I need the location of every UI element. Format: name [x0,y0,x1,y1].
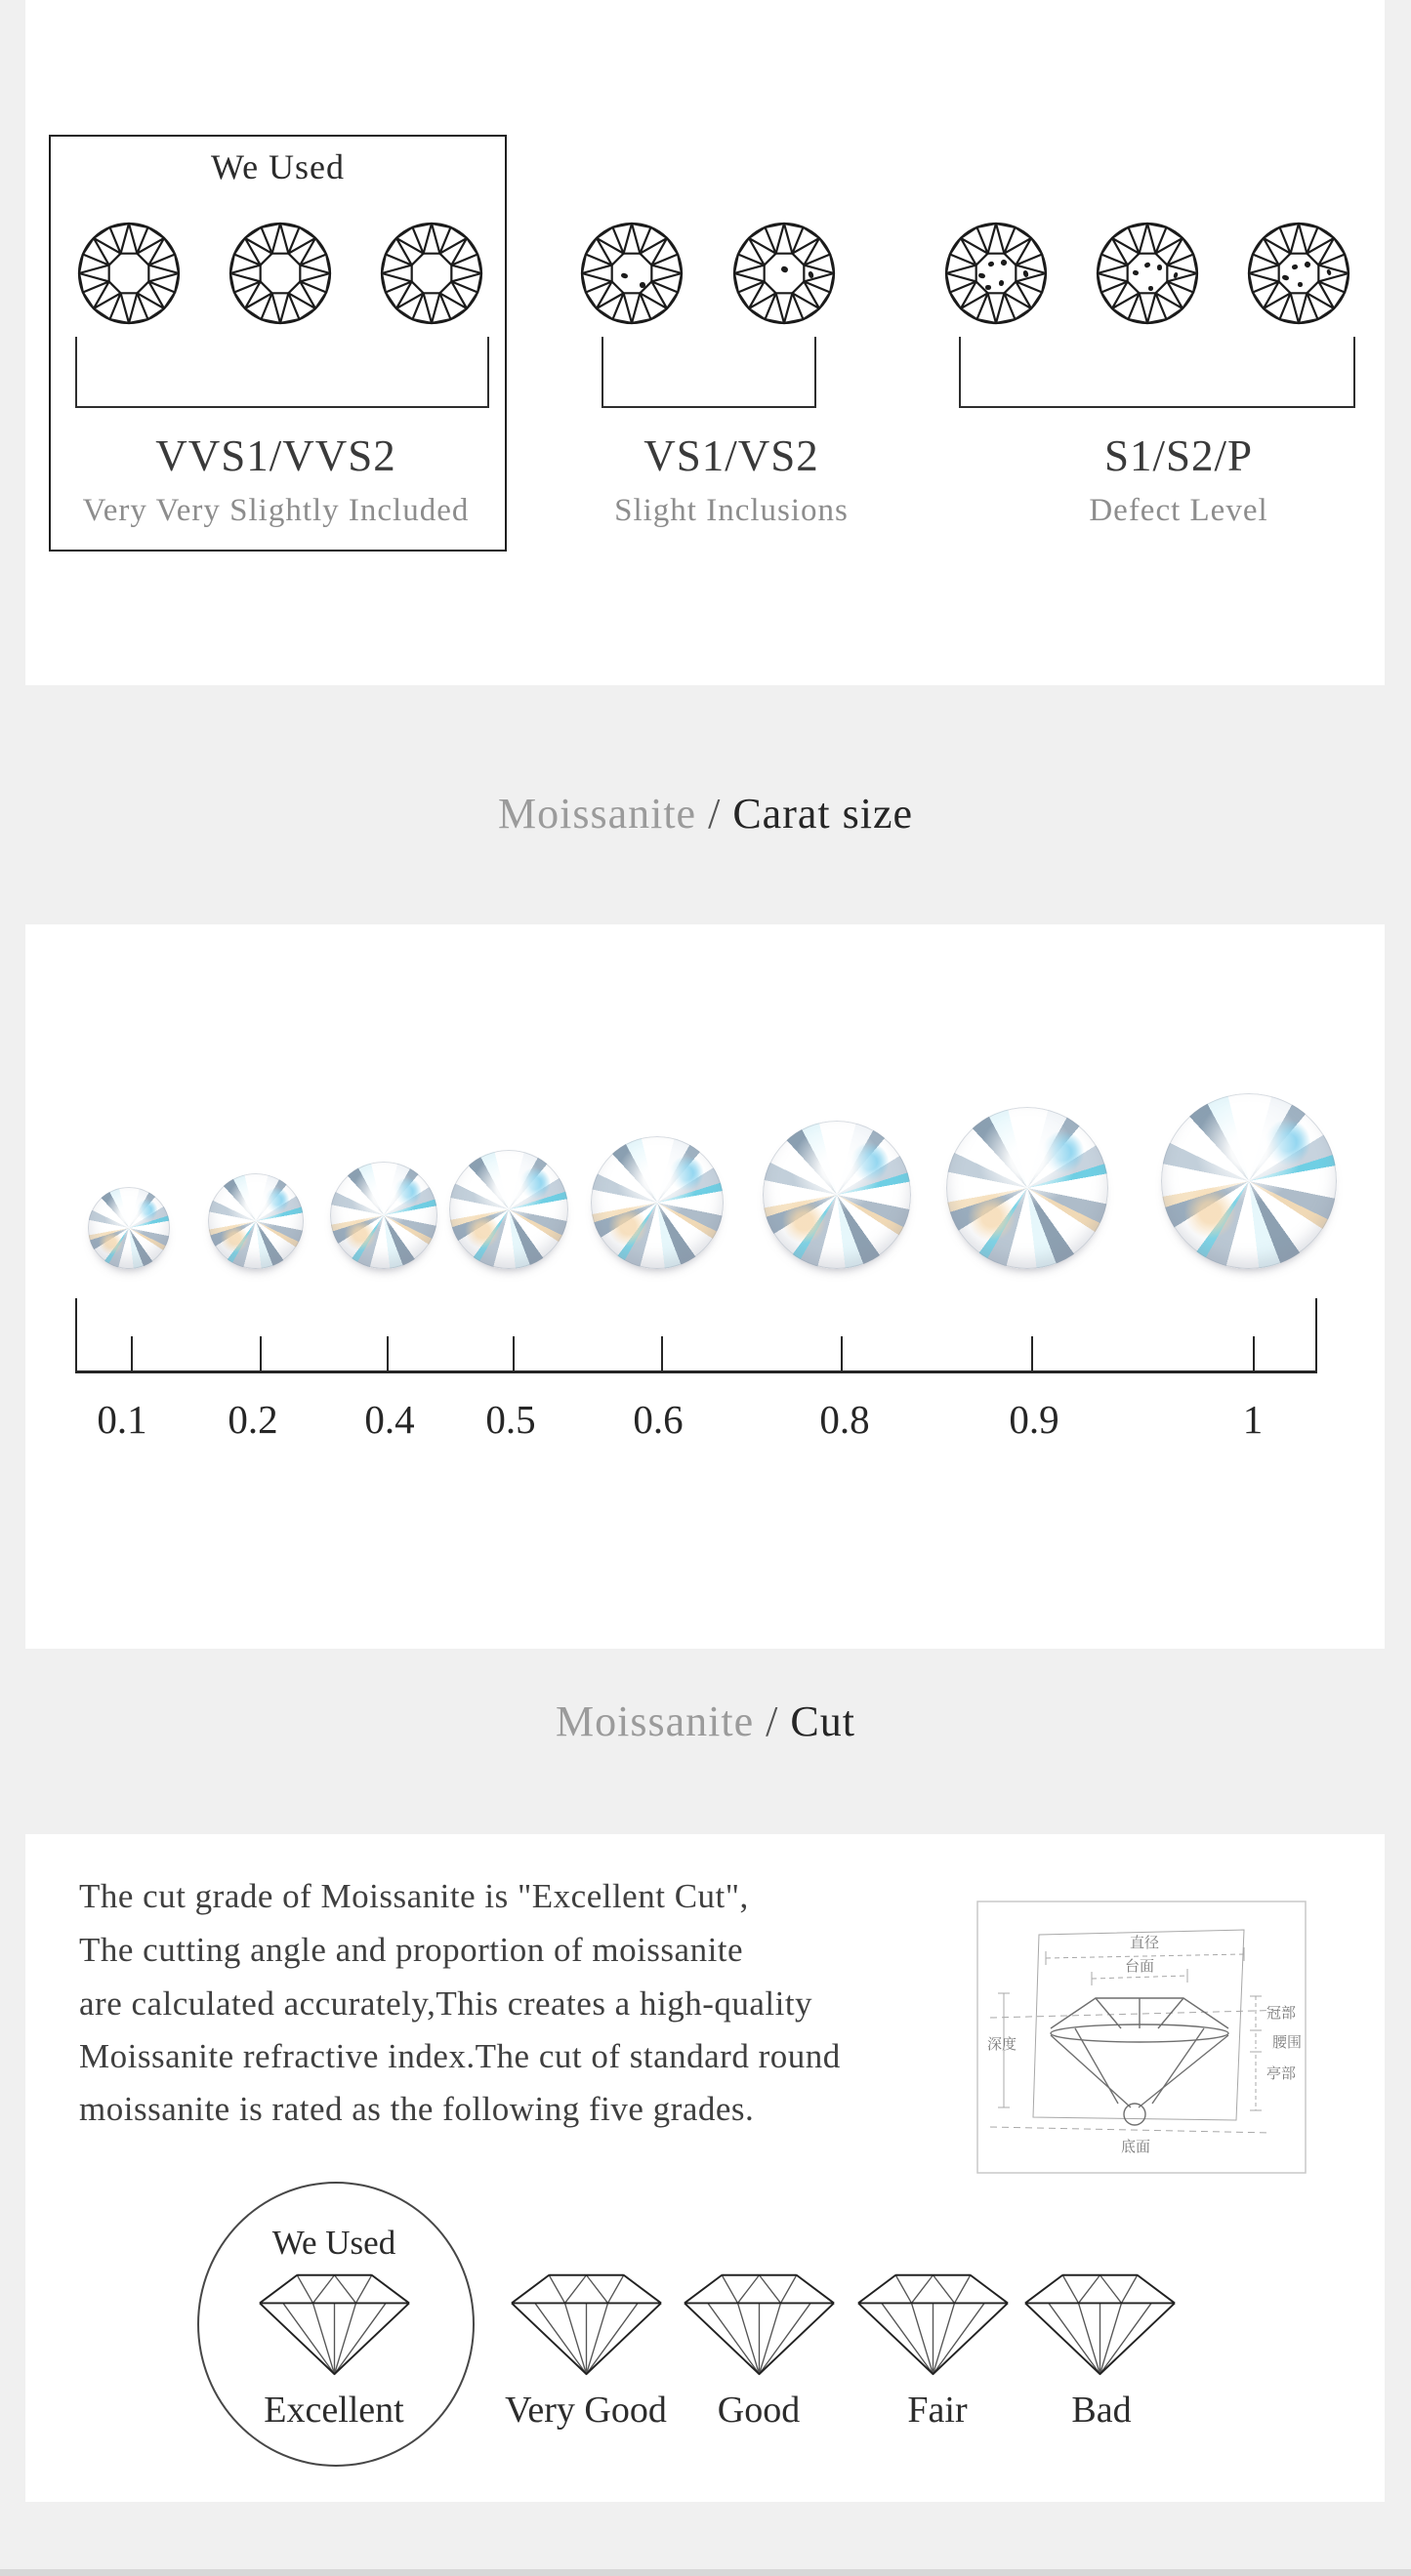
cut-section-heading [0,1697,1411,1746]
diamond-sideview-icon [680,2269,839,2377]
grade-title: VVS1/VVS2 [155,431,396,480]
carat-value-label: 0.4 [364,1397,415,1442]
carat-value-label: 0.2 [228,1397,278,1442]
group-bracket [959,337,1355,408]
moissanite-gem-photo [591,1136,724,1269]
carat-scale-tick [1253,1336,1255,1370]
diagram-label-depth: 深度 [986,2036,1017,2053]
diamond-topview-icon [1247,222,1350,325]
moissanite-gem-photo [1161,1093,1337,1269]
carat-value-label: 0.1 [97,1397,147,1442]
diagram-label-pavilion: 亭部 [1266,2065,1297,2082]
heading-separator: / [708,790,722,838]
carat-scale-tick [513,1336,515,1370]
we-used-label: We Used [210,147,346,186]
moissanite-gem-photo [946,1107,1108,1269]
moissanite-gem-photo [449,1150,568,1269]
moissanite-gem-photo [330,1162,437,1269]
heading-product-name: Moissanite [556,1697,755,1745]
inclusion-spot [985,285,991,290]
diagram-label-table: 台面 [1124,1958,1155,1975]
heading-product-name: Moissanite [497,790,697,838]
diamond-topview-icon [1096,222,1199,325]
page-bottom-divider [0,2569,1411,2576]
cut-paragraph-line: moissanite is rated as the following five grades. [79,2090,755,2128]
carat-scale-tick [661,1336,663,1370]
cut-grade-label: Fair [907,2390,968,2431]
diamond-sideview-icon [255,2269,414,2377]
carat-value-label: 1 [1242,1397,1264,1442]
carat-value-label: 0.9 [1009,1397,1059,1442]
group-bracket [602,337,816,408]
carat-scale-tick [387,1336,389,1370]
cut-grade-label: Excellent [264,2390,404,2431]
carat-panel [25,924,1385,1649]
clarity-panel [25,0,1385,685]
diamond-topview-icon [732,222,836,325]
we-used-label: We Used [271,2224,396,2262]
diamond-topview-icon [380,222,483,325]
carat-scale-end-mark [75,1298,77,1370]
cut-panel [25,1834,1385,2502]
grade-title: S1/S2/P [1103,431,1254,480]
carat-value-label: 0.8 [819,1397,870,1442]
diagram-label-girdle: 腰围 [1271,2034,1303,2051]
moissanite-gem-photo [88,1187,170,1269]
diamond-topview-icon [77,222,181,325]
heading-separator: / [766,1697,779,1745]
inclusion-spot [1157,265,1162,270]
carat-scale-end-mark [1315,1298,1317,1370]
carat-section-heading [0,789,1411,838]
grade-description: Very Very Slightly Included [82,493,470,528]
clarity-grade-block [569,431,893,528]
cut-paragraph-line: Moissanite refractive index.The cut of standard round [79,2037,841,2075]
diamond-topview-icon [944,222,1048,325]
cut-paragraph-line: are calculated accurately,This creates a high-quality [79,1984,813,2023]
diamond-topview-icon [228,222,332,325]
grade-title: VS1/VS2 [643,431,819,480]
group-bracket [75,337,489,408]
grade-description: Defect Level [1089,493,1268,528]
moissanite-gem-photo [763,1121,911,1269]
moissanite-gem-photo [208,1173,304,1269]
cut-proportion-diagram [976,1901,1307,2174]
heading-topic: Cut [790,1697,855,1745]
diamond-sideview-icon [853,2269,1013,2377]
cut-grade-label: Bad [1071,2390,1132,2431]
cut-paragraph-line: The cutting angle and proportion of moissanite [79,1931,744,1969]
heading-topic: Carat size [732,790,914,838]
cut-grade-label: Good [717,2390,801,2431]
diamond-sideview-icon [1020,2269,1180,2377]
carat-value-label: 0.6 [633,1397,684,1442]
diagram-label-crown: 冠部 [1266,2005,1297,2022]
grade-description: Slight Inclusions [614,493,849,528]
cut-grade-label: Very Good [505,2390,667,2431]
carat-value-label: 0.5 [485,1397,536,1442]
diamond-topview-icon [580,222,684,325]
carat-scale-tick [1031,1336,1033,1370]
clarity-grade-block [49,431,503,528]
diagram-label-diameter: 直径 [1129,1935,1160,1951]
clarity-grade-block [1007,431,1350,528]
diagram-label-culet: 底面 [1120,2139,1151,2155]
inclusion-spot [1298,282,1303,287]
carat-scale-tick [260,1336,262,1370]
cut-paragraph-line: The cut grade of Moissanite is "Excellent Cut", [79,1877,749,1915]
inclusion-spot [1148,286,1153,291]
carat-scale-tick [841,1336,843,1370]
carat-scale-tick [131,1336,133,1370]
carat-scale-baseline [75,1370,1317,1373]
diamond-sideview-icon [507,2269,666,2377]
